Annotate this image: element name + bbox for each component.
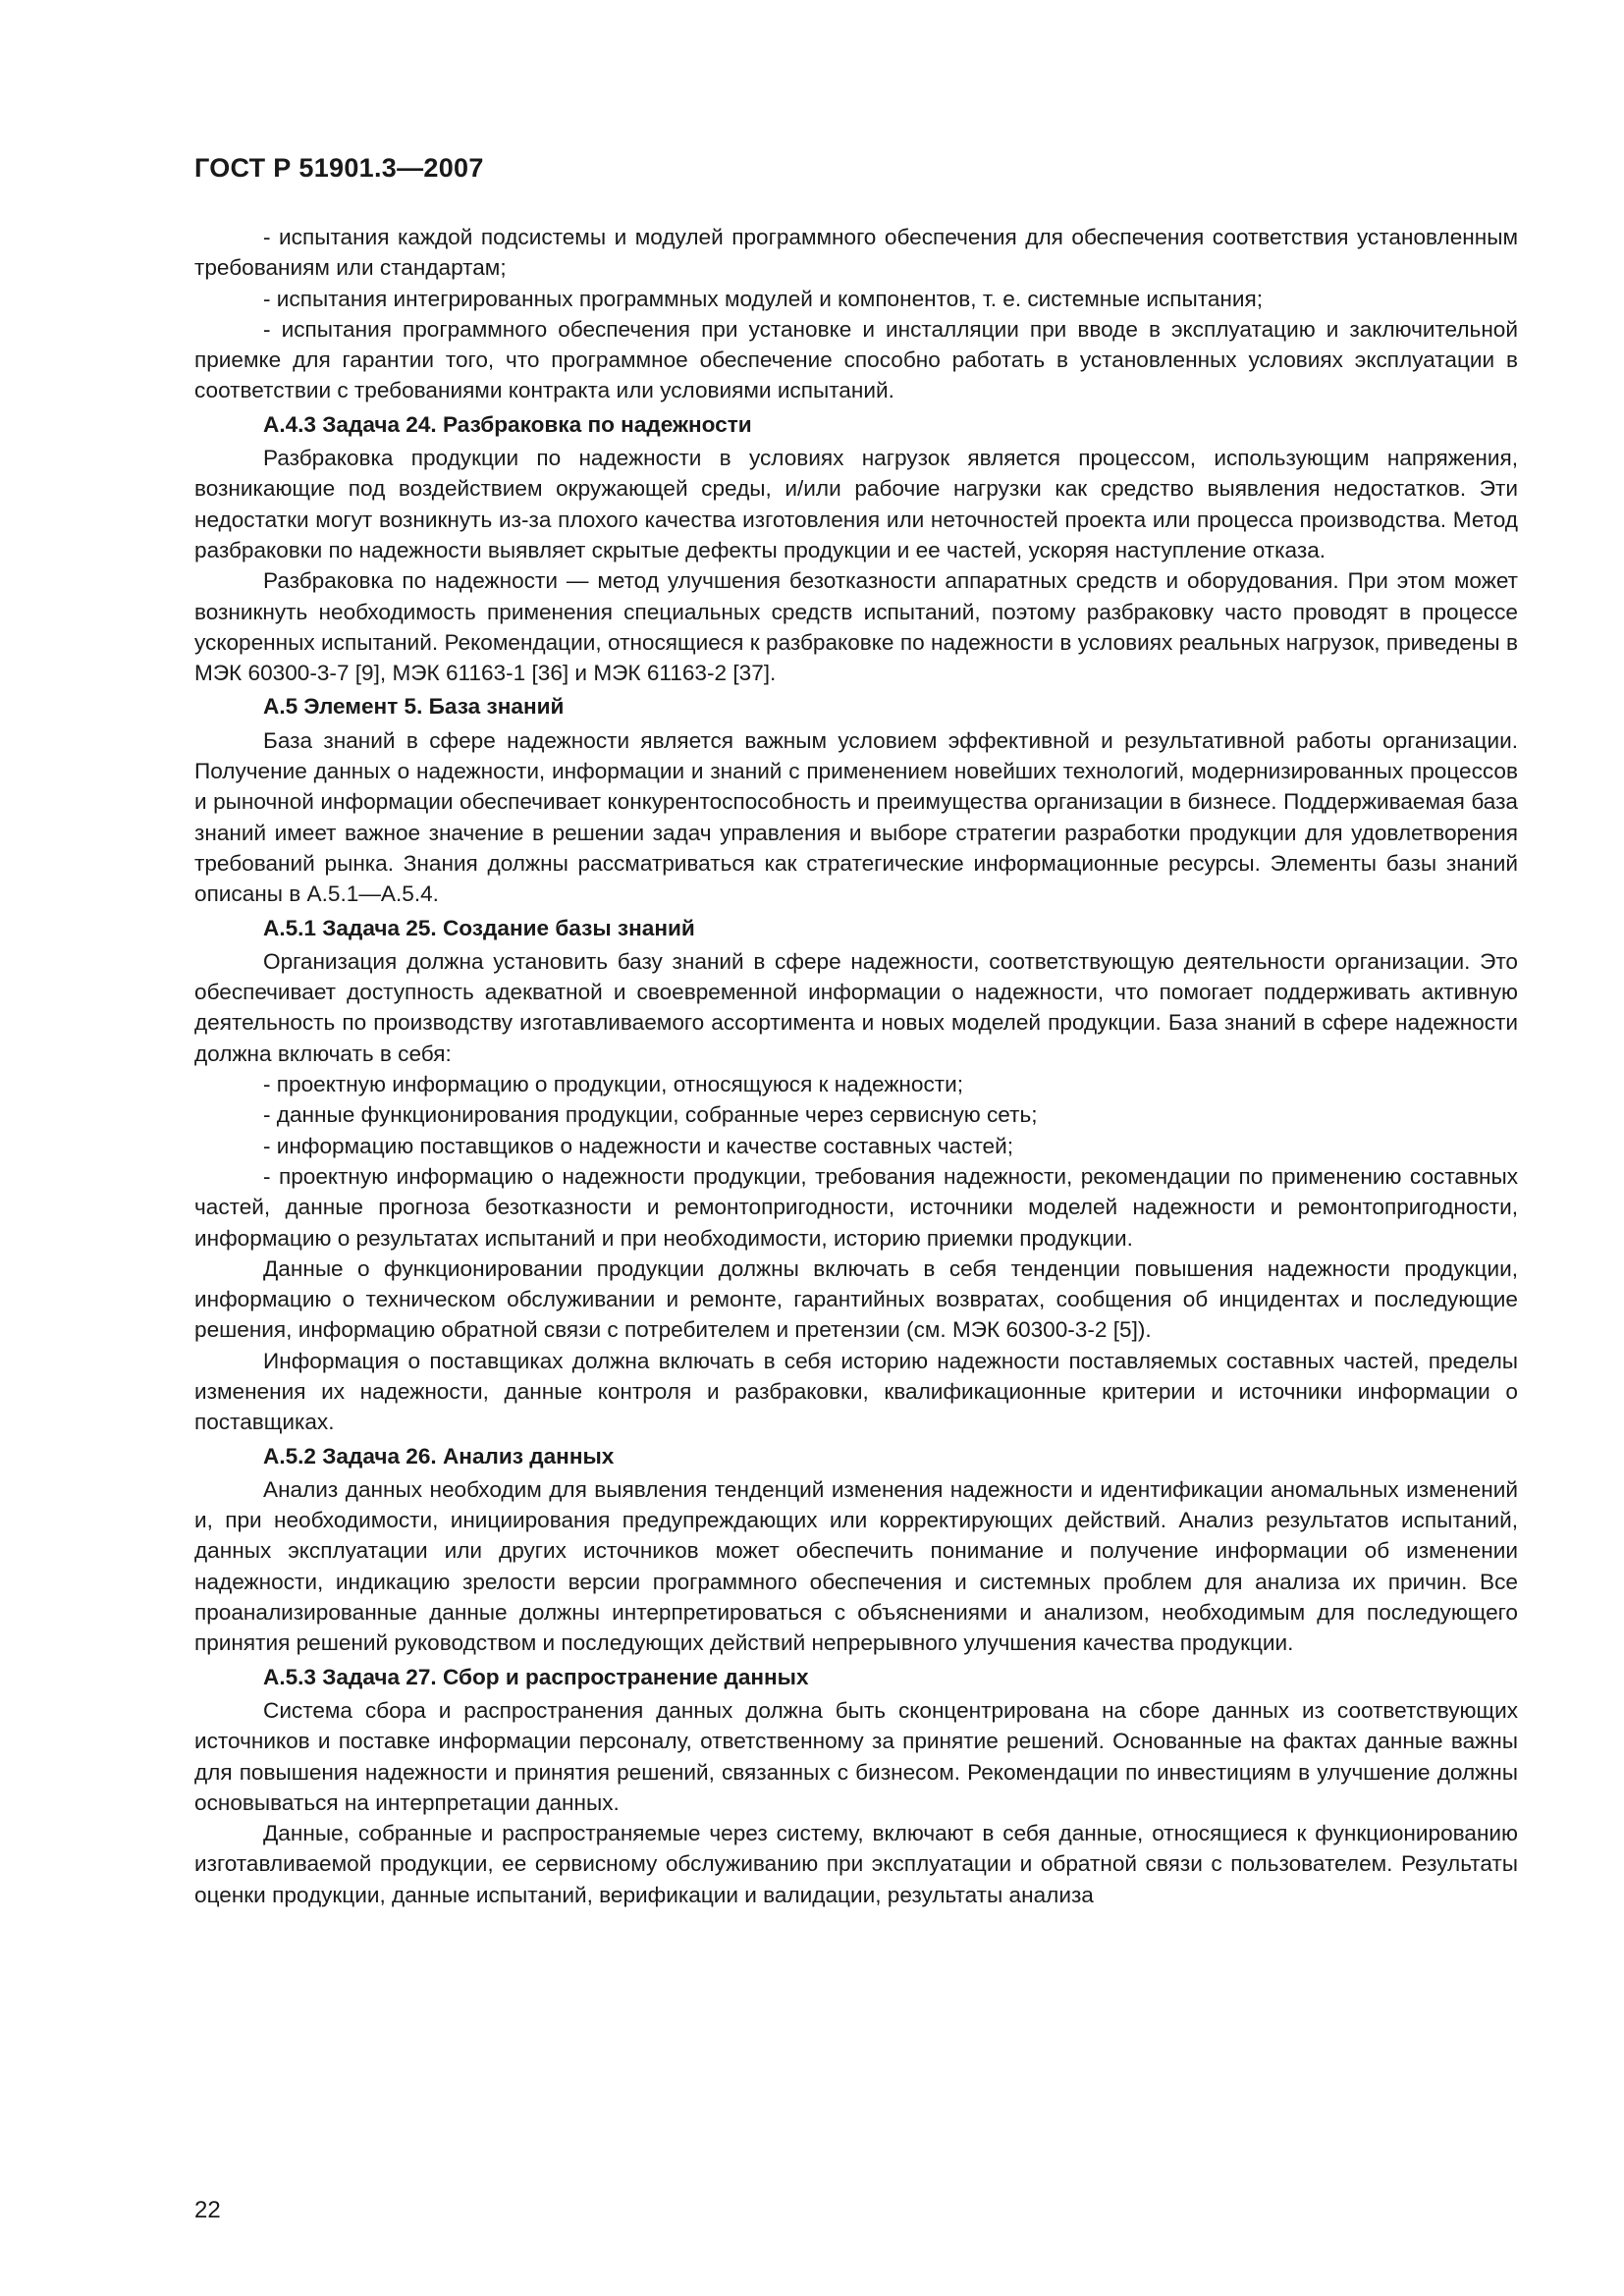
paragraph: Система сбора и распространения данных должна быть сконцентрирована на сборе данных из соответствующих источников и поставке информации персоналу, ответственному за принятие решений. Основанные на фактах данные важны для повышения надежности и принятия решений, связанных с бизнесом. Рекомендации по инвестициям в улучшение должны основываться на интерпретации данных. [194, 1697, 1518, 1815]
document-body [194, 222, 1518, 1910]
list-item: - проектную информацию о надежности продукции, требования надежности, рекомендации по применению составных частей, данные прогноза безотказности и ремонтопригодности, источники моделей надежности и ремонтопригодности, информацию о результатах испытаний и при необходимости, историю приемки продукции. [194, 1163, 1518, 1251]
list-item: - данные функционирования продукции, собранные через сервисную сеть; [263, 1102, 1038, 1128]
section-heading: А.5.1 Задача 25. Создание базы знаний [263, 915, 695, 940]
paragraph: Данные о функционировании продукции должны включать в себя тенденции повышения надежности продукции, информацию о техническом обслуживании и ремонте, гарантийных возвратах, сообщения об инцидентах и последующие решения, информацию обратной связи с потребителем и претензии (см. МЭК 60300-3-2 [5]). [194, 1255, 1518, 1343]
paragraph: База знаний в сфере надежности является важным условием эффективной и результативной работы организации. Получение данных о надежности, информации и знаний с применением новейших технологий, модернизированных процессов и рыночной информации обеспечивает конкурентоспособность и преимущества организации в бизнесе. Поддерживаемая база знаний имеет важное значение в решении задач управления и выборе стратегии разработки продукции для удовлетворения требований рынка. Знания должны рассматриваться как стратегические информационные ресурсы. Элементы базы знаний описаны в А.5.1—А.5.4. [194, 727, 1518, 907]
list-item: - проектную информацию о продукции, относящуюся к надежности; [263, 1072, 964, 1097]
paragraph: Данные, собранные и распространяемые через систему, включают в себя данные, относящиеся к функционированию изготавливаемой продукции, ее сервисному обслуживанию при эксплуатации и обратной связи с пользователем. Результаты оценки продукции, данные испытаний, верификации и валидации, результаты анализа [194, 1821, 1518, 1907]
paragraph: Информация о поставщиках должна включать в себя историю надежности поставляемых составных частей, пределы изменения их надежности, данные контроля и разбраковки, квалификационные критерии и источники информации о поставщиках. [194, 1348, 1518, 1435]
page-number: 22 [194, 2197, 221, 2223]
list-item: - испытания программного обеспечения при установке и инсталляции при вводе в эксплуатацию и заключительной приемке для гарантии того, что программное обеспечение способно работать в установленных условиях эксплуатации в соответствии с требованиями контракта или условиями испытаний. [194, 316, 1518, 403]
paragraph: Разбраковка по надежности — метод улучшения безотказности аппаратных средств и оборудования. При этом может возникнуть необходимость применения специальных средств испытаний, поэтому разбраковку часто проводят в процессе ускоренных испытаний. Рекомендации, относящиеся к разбраковке по надежности в условиях реальных нагрузок, приведены в МЭК 60300-3-7 [9], МЭК 61163-1 [36] и МЭК 61163-2 [37]. [194, 568, 1518, 686]
standard-header: ГОСТ Р 51901.3—2007 [194, 153, 484, 183]
paragraph: Разбраковка продукции по надежности в условиях нагрузок является процессом, использующим напряжения, возникающие под воздействием окружающей среды, и/или рабочие нагрузки как средство выявления недостатков. Эти недостатки могут возникнуть из-за плохого качества изготовления или неточностей проекта или процесса производства. Метод разбраковки по надежности выявляет скрытые дефекты продукции и ее частей, ускоряя наступление отказа. [194, 446, 1518, 562]
list-item: - испытания каждой подсистемы и модулей программного обеспечения для обеспечения соответствия установленным требованиям или стандартам; [194, 225, 1518, 281]
section-heading: А.5.2 Задача 26. Анализ данных [263, 1443, 615, 1468]
list-item: - испытания интегрированных программных модулей и компонентов, т. е. системные испытания; [263, 286, 1264, 311]
paragraph: Анализ данных необходим для выявления тенденций изменения надежности и идентификации аномальных изменений и, при необходимости, инициирования предупреждающих или корректирующих действий. Анализ результатов испытаний, данных эксплуатации или других источников может обеспечить понимание и получение информации об изменении надежности, индикацию зрелости версии программного обеспечения и системных проблем для анализа их причин. Все проанализированные данные должны интерпретироваться с объяснениями и анализом, необходимым для последующего принятия решений руководством и последующих действий непрерывного улучшения качества продукции. [194, 1476, 1518, 1656]
paragraph: Организация должна установить базу знаний в сфере надежности, соответствующую деятельности организации. Это обеспечивает доступность адекватной и своевременной информации о надежности, что помогает поддерживать активную деятельность по производству изготавливаемого ассортимента и новых моделей продукции. База знаний в сфере надежности должна включать в себя: [194, 948, 1518, 1066]
list-item: - информацию поставщиков о надежности и качестве составных частей; [263, 1133, 1014, 1158]
section-heading: А.5.3 Задача 27. Сбор и распространение данных [263, 1664, 809, 1689]
section-heading: А.4.3 Задача 24. Разбраковка по надежности [263, 411, 752, 437]
section-heading: А.5 Элемент 5. База знаний [263, 694, 565, 720]
